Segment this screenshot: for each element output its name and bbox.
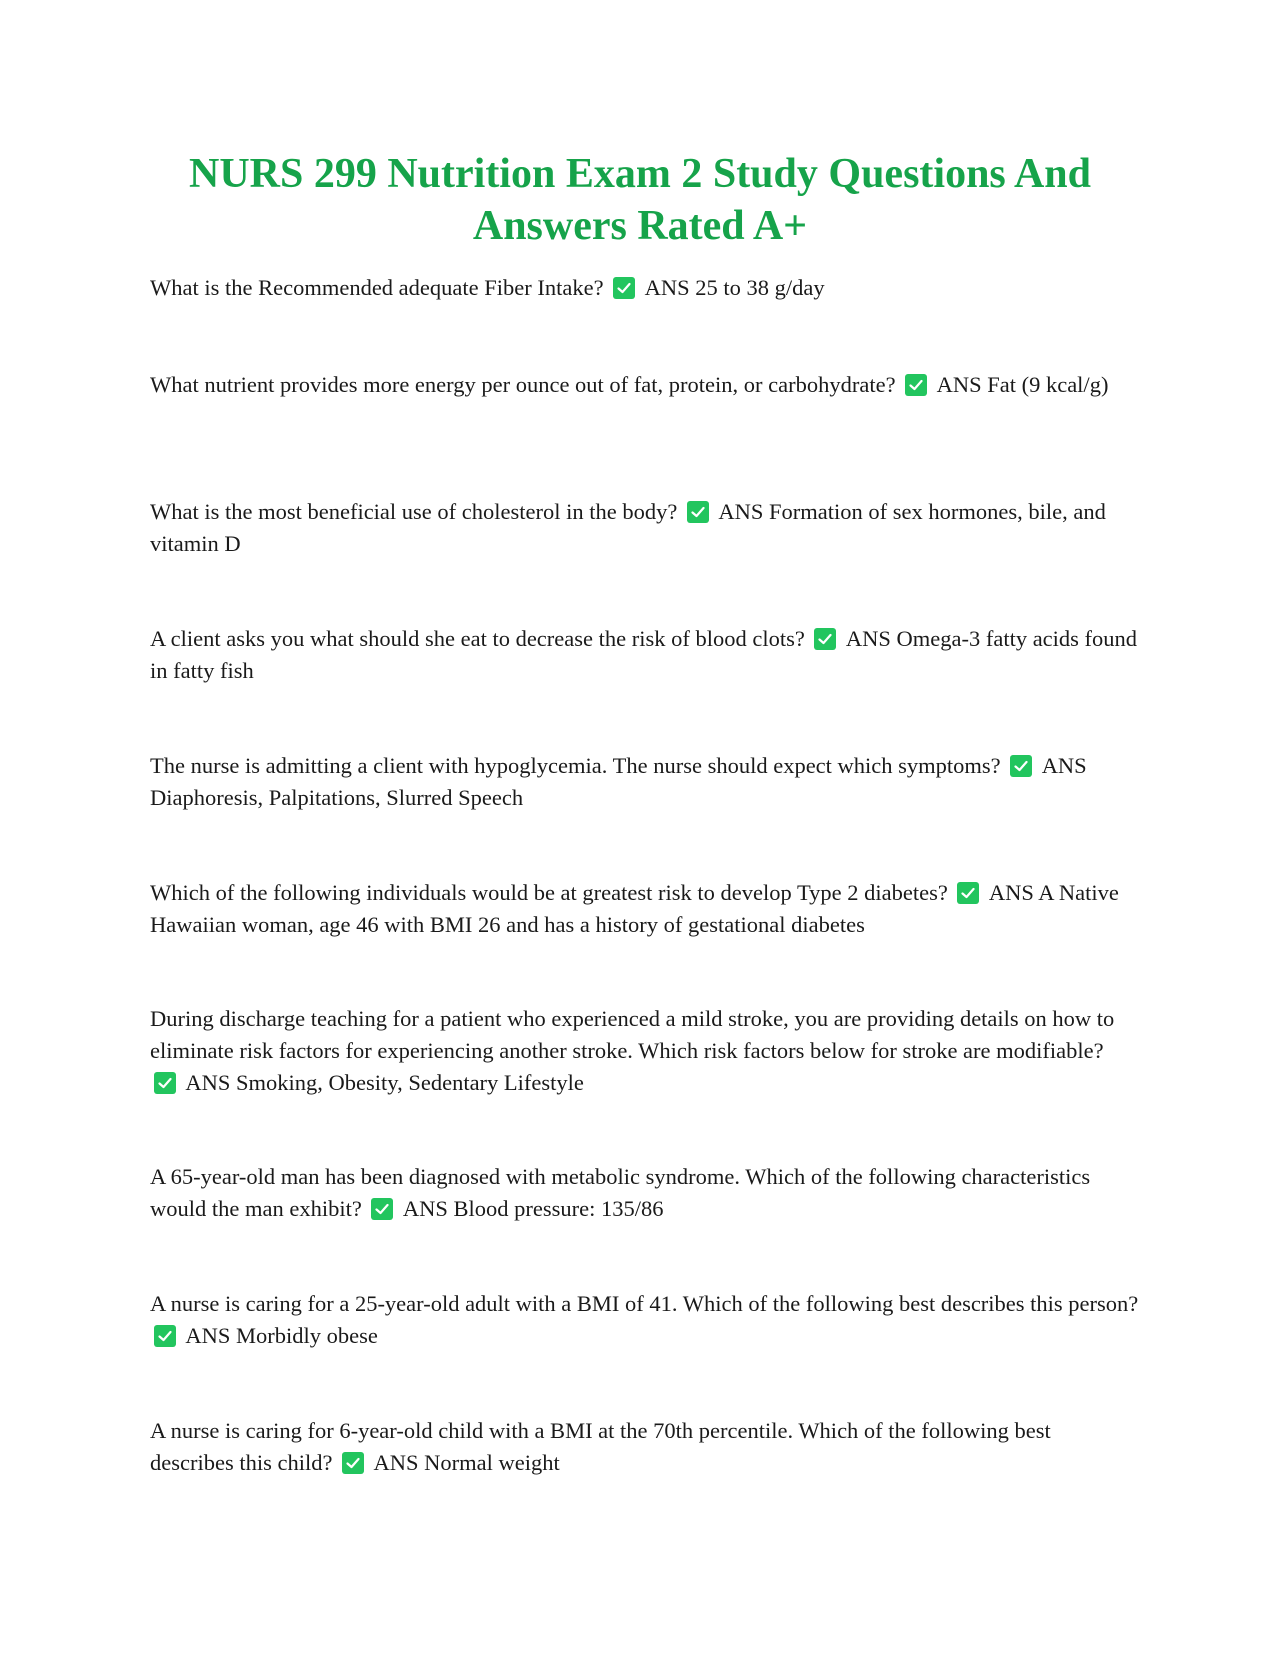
check-icon [905,374,927,396]
qa-item [150,623,1140,687]
qa-item [150,369,1140,401]
check-icon [154,1072,176,1094]
answer-text: Formation of sex hormones, bile, and vitamin D [150,499,1106,556]
answer-prefix: ANS [402,1196,448,1221]
answer-prefix: ANS [718,499,764,524]
check-icon [154,1325,176,1347]
answer-text: Smoking, Obesity, Sedentary Lifestyle [236,1070,584,1095]
question-text: What is the most beneficial use of cholesterol in the body? [150,499,678,524]
answer-prefix: ANS [373,1450,419,1475]
question-text: Which of the following individuals would be at greatest risk to develop Type 2 diabetes? [150,880,948,905]
question-text: A client asks you what should she eat to decrease the risk of blood clots? [150,626,805,651]
check-icon [371,1198,393,1220]
answer-text: Morbidly obese [236,1323,378,1348]
qa-item [150,1288,1140,1352]
qa-item [150,1415,1140,1479]
answer-text: Diaphoresis, Palpitations, Slurred Speech [150,785,524,810]
qa-item [150,750,1140,814]
answer-prefix: ANS [1041,753,1087,778]
answer-text: Blood pressure: 135/86 [453,1196,664,1221]
answer-prefix: ANS [185,1323,231,1348]
qa-item [150,1161,1140,1225]
check-icon [613,277,635,299]
answer-prefix: ANS [845,626,891,651]
answer-prefix: ANS [988,880,1034,905]
qa-item [150,877,1140,941]
question-text: The nurse is admitting a client with hypoglycemia. The nurse should expect which symptoms? [150,753,1001,778]
answer-text: A Native Hawaiian woman, age 46 with BMI 26 and has a history of gestational diabetes [150,880,1119,937]
answer-text: 25 to 38 g/day [695,275,825,300]
qa-item [150,496,1140,560]
check-icon [342,1452,364,1474]
answer-prefix: ANS [185,1070,231,1095]
answer-text: Omega-3 fatty acids found in fatty fish [150,626,1138,683]
check-icon [687,501,709,523]
answer-text: Fat (9 kcal/g) [987,372,1109,397]
qa-item [150,1003,1140,1099]
answer-prefix: ANS [644,275,690,300]
answer-prefix: ANS [936,372,982,397]
qa-item [150,272,1140,304]
question-text: A nurse is caring for 6-year-old child with a BMI at the 70th percentile. Which of the following best describes this child? [150,1418,1051,1475]
check-icon [1010,755,1032,777]
question-text: What nutrient provides more energy per ounce out of fat, protein, or carbohydrate? [150,372,896,397]
question-text: A nurse is caring for a 25-year-old adult with a BMI of 41. Which of the following best describes this person? [150,1291,1139,1316]
answer-text: Normal weight [424,1450,560,1475]
question-text: What is the Recommended adequate Fiber Intake? [150,275,604,300]
question-text: During discharge teaching for a patient who experienced a mild stroke, you are providing details on how to eliminate risk factors for experiencing another stroke. Which risk factors below for stroke are modifiable? [150,1006,1115,1063]
check-icon [957,882,979,904]
document-title: NURS 299 Nutrition Exam 2 Study Questions And Answers Rated A+ [188,151,1091,249]
question-text: A 65-year-old man has been diagnosed with metabolic syndrome. Which of the following characteristics would the man exhibit? [150,1164,1091,1221]
check-icon [814,628,836,650]
